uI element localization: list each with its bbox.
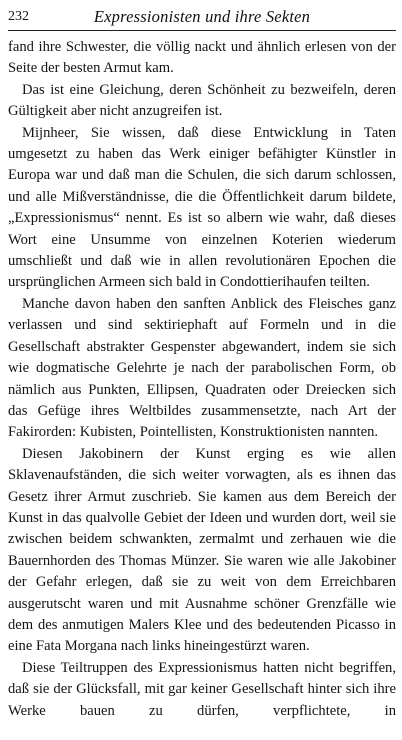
paragraph: Diese Teiltruppen des Expressionismus hatten nicht begriffen, daß sie der Glücksfall, mit gar keiner Gesellschaft hinter sich ihre Werke bauen zu dürfen, verpflichtete, in xyxy=(8,659,396,719)
paragraph: Das ist eine Gleichung, deren Schönheit zu bezweifeln, deren Gültigkeit aber nicht anzugreifen ist. xyxy=(8,81,396,120)
running-head xyxy=(8,6,396,31)
body-text xyxy=(8,37,396,722)
paragraph: Manche davon haben den sanften Anblick des Fleisches ganz verlassen und sind sektiriерhaft auf Formeln und in die Gesellschaft abstrakter Gespenster abgewandert, indem sie sich wie dogmatische Gelehrte je nach der parabolischen Form, ob nämlich aus Punkten, Ellipsen, Quadraten oder Dreiecken sich das Gefüge ihres Weltbildes zusammensetzte, nach Art der Fakirorden: Kubisten, Pointellisten, Konstruktionisten nannten. xyxy=(8,295,396,441)
book-page xyxy=(8,6,396,736)
paragraph: Mijnheer, Sie wissen, daß diese Entwicklung in Taten umgesetzt zu haben das Werk einiger befähigter Künstler in Europa war und daß man die Schulen, die sich darum schlossen, und alle Mißverständnisse, die die Öffentlichkeit darum bildete, „Expressionismus“ nennt. Es ist so albern wie wahr, daß dieses Wort eine Unsumme von einzelnen Koterien wiederum umschließt und daß wie in allen revolutionären Epochen die ursprünglichen Armeen sich bald in Condottierihaufen teilten. xyxy=(8,124,396,291)
page-number: 232 xyxy=(8,9,29,24)
paragraph: Diesen Jakobinern der Kunst erging es wie allen Sklavenaufständen, die sich weiter vorwagten, als es ihnen das Gesetz ihrer Armut zuschrieb. Sie kamen aus dem Bereich der Kunst in das qualvolle Gebiet der Ideen und wurden dort, weil sie zwischen beidem schwankten, zermalmt und zerhauen wie die Bauernhorden des Thomas Münzer. Sie waren wie alle Jakobiner der Gefahr erlegen, daß sie zu weit von dem Erreichbaren ausgerutscht waren und mit Ausnahme schöner Grenzfälle wie dem des anmutigen Malers Klee und des bedeutenden Picasso in eine Fata Morgana nach links hineingestürzt waren. xyxy=(8,445,396,655)
running-title: Expressionisten und ihre Sekten xyxy=(93,7,311,26)
paragraph: fand ihre Schwester, die völlig nackt und ähnlich erlesen von der Seite der besten Armut kam. xyxy=(8,39,396,77)
